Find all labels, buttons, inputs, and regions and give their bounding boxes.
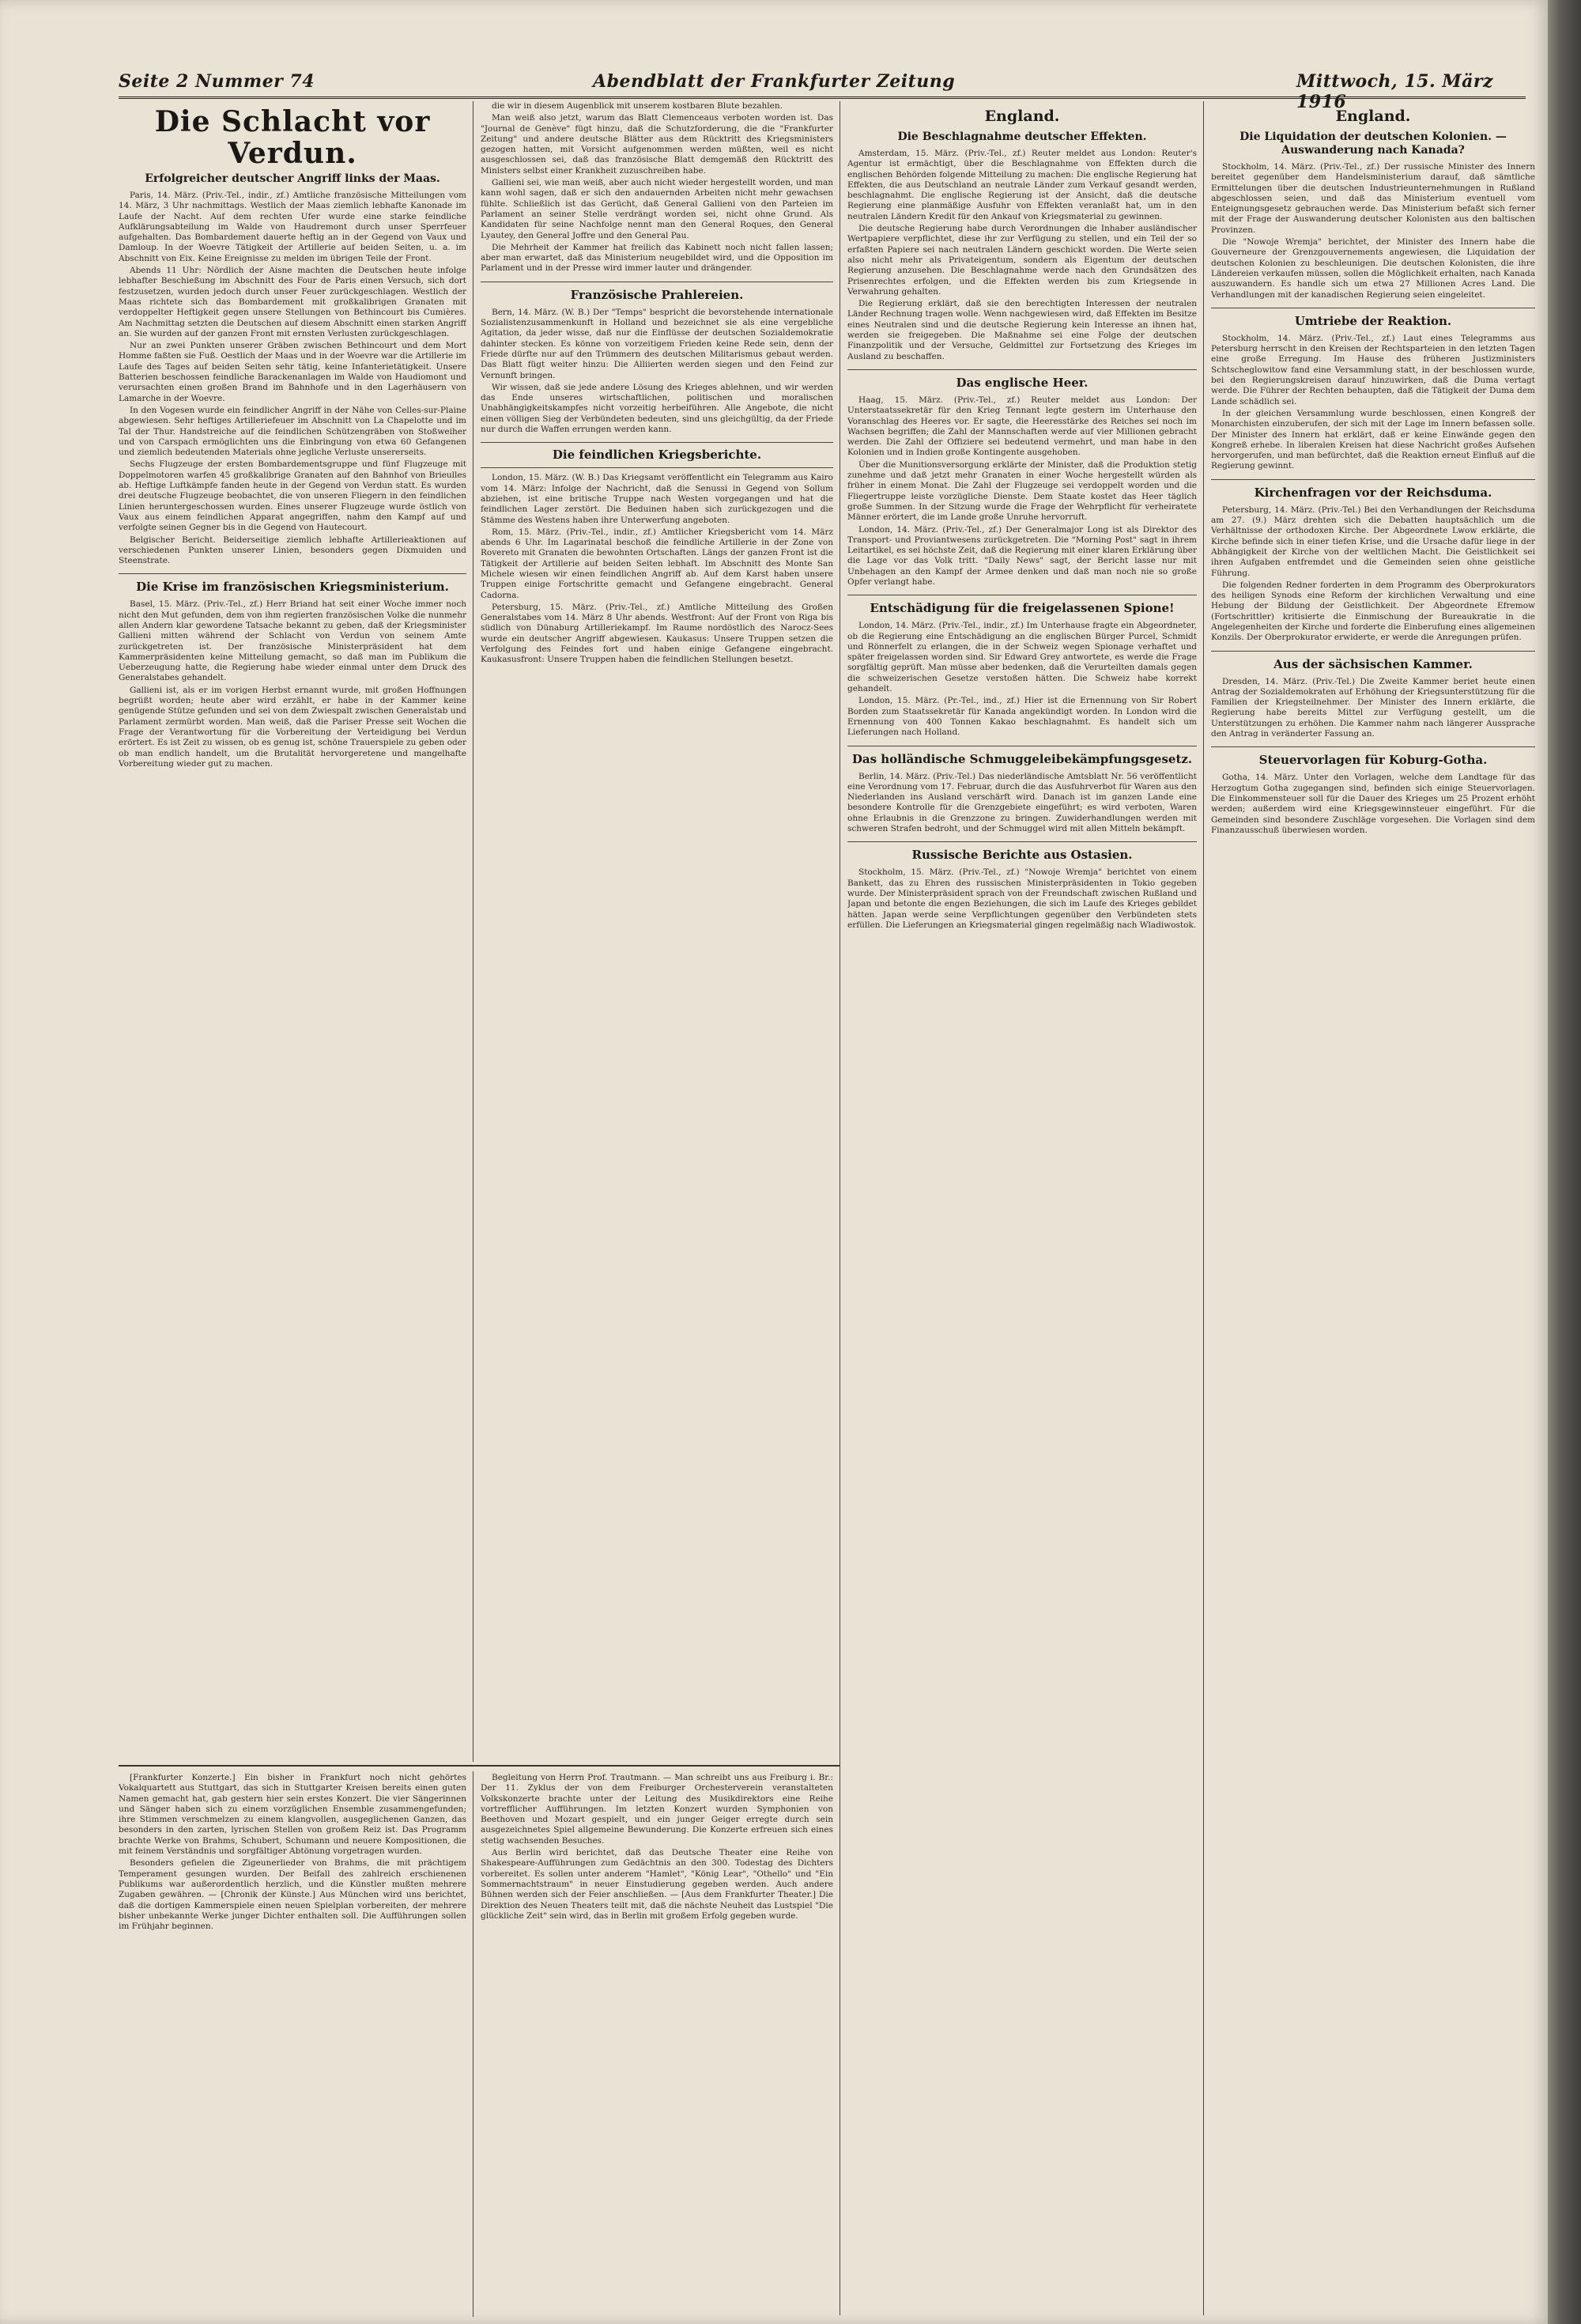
feuilleton-paragraph: [Frankfurter Konzerte.] Ein bisher in Frankfurt noch nicht gehörtes Vokalquartett aus Stuttgart, das sich in Stuttgarter Kreisen bereits einen guten Namen gemacht hat, gab gestern hier sein erstes Konzert. Die vier Sängerinnen und Sänger haben sich zu einem vorzüglichen Ensemble zusammengefunden; ihre Stimmen verschmelzen zu einem klangvollen, ausgeglichenen Ganzen, das besonders in den zarten, lyrischen Stellen von großem Reiz ist. Das Programm brachte Werke von Brahms, Schubert, Schumann und neuere Kompositionen, die mit feinem Verständnis und sorgfältiger Abtönung vorgetragen wurden. [119,1773,466,1857]
article-paragraph: Rom, 15. März. (Priv.-Tel., indir., zf.) Amtlicher Kriegsbericht vom 14. März abends 6 Uhr. Im Lagarinatal beschoß die feindliche Artillerie in der Zone von Rovereto mit Granaten die bewohnten Ortschaften. Längs der ganzen Front ist die Tätigkeit der Artillerie auf beiden Seiten lebhaft. Im Abschnitt des Monte San Michele wiesen wir einen feindlichen Angriff ab. Auf dem Karst haben unsere Truppen einige Fortschritte gemacht und Gefangene eingebracht. General Cadorna. [481,527,833,600]
article-paragraph: Die Mehrheit der Kammer hat freilich das Kabinett noch nicht fallen lassen; aber man erwartet, daß das Ministerium neugebildet wird, und die Opposition im Parlament und in der Presse wird immer lauter und drängender. [481,242,833,274]
article-paragraph: Sechs Flugzeuge der ersten Bombardementsgruppe und fünf Flugzeuge mit Doppelmotoren warfen 45 großkalibrige Granaten auf den Bahnhof von Brieulles ab. Heftige Luftkämpfe fanden heute in der Gegend von Verdun statt. Es wurden drei deutsche Flugzeuge beobachtet, die von unseren Fliegern in den feindlichen Linien heruntergeschossen wurden. Eines unserer Flugzeuge wurde östlich von Vaux aus einem feindlichen Apparat angegriffen, nahm den Kampf auf und verfolgte seinen Gegner bis in die Gegend von Hautecourt. [119,459,466,533]
article-paragraph: Die "Nowoje Wremja" berichtet, der Minister des Innern habe die Gouverneure der Grenzgouvernements angewiesen, die Liquidation der deutschen Kolonien zu beschleunigen. Die deutschen Kolonisten, die ihre Ländereien verkaufen müssen, sollen die Möglichkeit erhalten, nach Kanada auszuwandern. Es handle sich um etwa 27 Millionen Acres Land. Die Verhandlungen mit der kanadischen Regierung seien eingeleitet. [1211,237,1535,300]
article-paragraph: Haag, 15. März. (Priv.-Tel., zf.) Reuter meldet aus London: Der Unterstaatssekretär für den Krieg Tennant legte gestern im Unterhause den Voranschlag des Heeres vor. Er sagte, die Heeresstärke des Reiches sei noch im Wachsen begriffen; die Zahl der Mannschaften werde auf vier Millionen gebracht werden. Die Zahl der Offiziere sei bedeutend vermehrt, und man habe in den Kolonien und in Indien große Kontingente ausgehoben. [847,395,1197,458]
article-paragraph: Belgischer Bericht. Beiderseitige ziemlich lebhafte Artillerieaktionen auf verschiedenen Punkten unserer Linien, besonders gegen Dixmuiden und Steenstrate. [119,535,466,566]
article-paragraph: Bern, 14. März. (W. B.) Der "Temps" bespricht die bevorstehende internationale Sozialistenzusammenkunft in Holland und bezeichnet sie als eine vergebliche Agitation, da jeder wisse, daß nur die Einflüsse der deutschen Sozialdemokratie dahinter stecken. Es könne von vorzeitigem Frieden keine Rede sein, denn der Friede dürfte nur auf den Trümmern des deutschen Militarismus gebaut werden. Das Blatt fügt weiter hinzu: Die Alliierten werden siegen und den Feind zur Vernunft bringen. [481,307,833,380]
headline-kriegsberichte: Die feindlichen Kriegsberichte. [481,442,833,468]
masthead-page-number: Seite 2 Nummer 74 [119,71,315,92]
headline-kriegsministerium: Die Krise im französischen Kriegsministerium. [119,573,466,595]
headline-verdun: Die Schlacht vor Verdun. [154,105,431,170]
headline-schmuggel: Das holländische Schmuggeleibekämpfungsgesetz. [847,746,1197,767]
masthead-date: Mittwoch, 15. März 1916 [1296,71,1493,112]
article-paragraph: Man weiß also jetzt, warum das Blatt Clemenceaus verboten worden ist. Das "Journal de Genève" fügt hinzu, daß die Schutzforderung, die die "Frankfurter Zeitung" und andere deutsche Blätter aus dem Rücktritt des Kriegsministers gezogen hatten, mit Vorsicht aufgenommen werden müßten, weil es nicht ausgeschlossen sei, daß das französische Blatt demgemäß den Rücktritt des Ministers selbst einer Krankheit zuzuschreiben habe. [481,113,833,176]
binding-edge [1548,0,1581,2324]
column-3 [847,101,1197,2315]
article-paragraph: London, 14. März. (Priv.-Tel., indir., zf.) Im Unterhause fragte ein Abgeordneter, ob die Regierung eine Entschädigung an die englischen Bürger Purcel, Schmidt und Rönnerfelt zu erlangen, die in der Schweiz wegen Spionage verhaftet und später freigelassen worden sind. Sir Edward Grey antwortete, es werde die Frage sorgfältig geprüft. Man müsse aber bedenken, daß die Verurteilten damals gegen die schweizerischen Gesetze verstoßen hätten. Die Schweiz habe korrekt gehandelt. [847,621,1197,694]
feuilleton-column-2 [481,1773,833,2318]
subhead-effekten: Die Beschlagnahme deutscher Effekten. [897,130,1147,143]
headline-spione: Entschädigung für die freigelassenen Spione! [847,595,1197,616]
article-paragraph: Gallieni sei, wie man weiß, aber auch nicht wieder hergestellt worden, und man kann wohl sagen, daß er sich den andauernden Arbeiten nicht mehr gewachsen fühlte. Schließlich ist das Gerücht, daß General Gallieni von den Parteien im Parlament an seiner Stelle verdrängt worden sei, nicht ohne Grund. Als Kandidaten für seine Nachfolge nennt man den General Roques, den General Lyautey, den General Joffre und den General Pau. [481,178,833,240]
column-rule [1203,101,1204,2315]
article-paragraph: Petersburg, 15. März. (Priv.-Tel., zf.) Amtliche Mitteilung des Großen Generalstabes vom 14. März 8 Uhr abends. Westfront: Auf der Front von Riga bis südlich von Dünaburg Artilleriekampf. Im Raume nordöstlich des Narocz-Sees wurde ein deutscher Angriff abgewiesen. Kaukasus: Unsere Truppen setzen die Verfolgung des Feindes fort und haben einige Gefangene eingebracht. Kaukasusfront: Unsere Truppen haben die feindlichen Stellungen besetzt. [481,602,833,665]
article-paragraph: Über die Munitionsversorgung erklärte der Minister, daß die Produktion stetig zunehme und daß jetzt mehr Granaten in einer Woche hergestellt würden als früher in einem Monat. Die Zahl der Flugzeuge sei verdoppelt worden und die Fliegertruppe leiste vorzügliche Dienste. Dem Staate kostet das Heer täglich große Summen. In der Sitzung wurde die Frage der Wehrpflicht für verheiratete Männer erörtert, die im Lande große Unruhe hervorruft. [847,459,1197,523]
article-paragraph: Wir wissen, daß sie jede andere Lösung des Krieges ablehnen, und wir werden das Ende unseres wirtschaftlichen, politischen und moralischen Unabhängigkeitskampfes nicht vorzeitig herbeiführen. Alle Angebote, die nicht einen völligen Sieg der Verbündeten bedeuten, sind uns gleichgültig, da der Friede nur durch die Waffen errungen werden kann. [481,382,833,435]
column-4 [1211,101,1535,2315]
column-rule [473,1771,474,2317]
headline-koburg-gotha: Steuervorlagen für Koburg-Gotha. [1211,746,1535,768]
article-paragraph: Stockholm, 14. März. (Priv.-Tel., zf.) Der russische Minister des Innern bereitet gegenüber dem Handelsministerium darauf, daß sämtliche Ermittelungen über die deutschen Industrieunternehmungen in Rußland abgeschlossen seien, und daß das Ministerium eventuell vom Enteignungsgesetz gebrauchen werde. Das Ministerium befaßt sich ferner mit der Frage der Auswanderung deutscher Kolonisten aus den baltischen Provinzen. [1211,162,1535,235]
article-paragraph: Gallieni ist, als er im vorigen Herbst ernannt wurde, mit großen Hoffnungen begrüßt worden; heute aber wird erzählt, er habe in der Kammer keine genügende Stütze gefunden und sei von dem Zwiespalt zwischen Generalstab und Parlament zermürbt worden. Man weiß, daß die Pariser Presse seit Wochen die Frage der Verantwortung für die Vorbereitung der Verteidigung bei Verdun erörtert. Es ist Zeit zu wissen, ob es genug ist, schöne Trauerspiele zu geben oder ob man endlich handelt, um die Brutalität hervorgeretene und mangelhafte Vorbereitung wieder gut zu machen. [119,685,466,769]
article-paragraph: Nur an zwei Punkten unserer Gräben zwischen Bethincourt und dem Mort Homme faßten sie Fuß. Oestlich der Maas und in der Woevre war die Artillerie im Laufe des Tages auf beiden Seiten sehr tätig, keine Infanterietätigkeit. Unsere Batterien beschossen feindliche Barackenanlagen im Walde von Haudiomont und verursachten einen großen Brand im Bahnhofe und in den Lagerhäusern von Lamarche in der Woevre. [119,341,466,403]
feuilleton-paragraph: Begleitung von Herrn Prof. Trautmann. — Man schreibt uns aus Freiburg i. Br.: Der 11. Zyklus der von dem Freiburger Orchesterverein veranstalteten Volkskonzerte brachte unter der Leitung des Musikdirektors eine Reihe vortrefflicher Aufführungen. Im letzten Konzert wurden Symphonien von Beethoven und Mozart gespielt, und ein junger Geiger erregte durch sein ausgezeichnetes Spiel allgemeine Bewunderung. Die Konzerte erfreuen sich eines stetig wachsenden Besuches. [481,1773,833,1846]
article-paragraph: Abends 11 Uhr: Nördlich der Aisne machten die Deutschen heute infolge lebhafter Beschießung im Abschnitt des Four de Paris einen Versuch, sich dort festzusetzen, wurden jedoch durch unser Feuer zurückgeschlagen. Westlich der Maas richtete sich das Bombardement mit großkalibrigen Granaten mit verdoppelter Heftigkeit gegen unsere Stellungen von Bethincourt bis Cumières. Am Nachmittag setzten die Deutschen auf diesem Abschnitt einen starken Angriff an. Sie wurden auf der ganzen Front mit ernsten Verlusten zurückgeschlagen. [119,266,466,338]
headline-ostasien: Russische Berichte aus Ostasien. [847,841,1197,863]
article-paragraph: Gotha, 14. März. Unter den Vorlagen, welche dem Landtage für das Herzogtum Gotha zugegangen sind, befinden sich einige Steuervorlagen. Die Einkommensteuer soll für die Dauer des Krieges um 25 Prozent erhöht werden; außerdem wird eine Kriegsgewinnsteuer eingeführt. Für die Gemeinden sind besondere Zuschläge vorgesehen. Die Vorlagen sind dem Finanzausschuß überwiesen worden. [1211,773,1535,835]
column-rule [473,101,474,1762]
article-paragraph: Berlin, 14. März. (Priv.-Tel.) Das niederländische Amtsblatt Nr. 56 veröffentlicht eine Verordnung vom 17. Februar, durch die das Ausfuhrverbot für Waren aus den Niederlanden ins Ausland verschärft wird. Danach ist im ganzen Lande eine besondere Kontrolle für die Grenzgebiete eingeführt; es wird verboten, Waren ohne Erlaubnis in die Grenzzone zu bringen. Zuwiderhandlungen werden mit schweren Strafen bedroht, und der Schmuggel wird mit allen Mitteln bekämpft. [847,771,1197,834]
masthead-title: Abendblatt der Frankfurter Zeitung [593,71,956,92]
headline-saechsische-kammer: Aus der sächsischen Kammer. [1211,651,1535,672]
subhead-kolonien: Die Liquidation der deutschen Kolonien. — Auswanderung nach Kanada? [1240,130,1507,157]
article-paragraph: London, 15. März. (W. B.) Das Kriegsamt veröffentlicht ein Telegramm aus Kairo vom 14. März: Infolge der Nachricht, daß die Senussi in Gegend von Sollum abziehen, ist eine britische Truppe nach Westen vorgegangen und hat die feindlichen Lager zerstört. Die Beduinen haben sich zurückgezogen und die Stämme des Westens haben ihre Unterwerfung angeboten. [481,473,833,525]
feuilleton-rule [119,1765,840,1767]
article-paragraph: die wir in diesem Augenblick mit unserem kostbaren Blute bezahlen. [492,101,783,111]
article-paragraph: Stockholm, 15. März. (Priv.-Tel., zf.) "Nowoje Wremja" berichtet von einem Bankett, das zu Ehren des russischen Ministerpräsidenten in Tokio gegeben wurde. Der Ministerpräsident sprach von der Freundschaft zwischen Rußland und Japan und betonte die engen Beziehungen, die sich im Laufe des Krieges gebildet hätten. Japan werde seine Verpflichtungen gegenüber den Verbündeten stets erfüllen. Die Lieferungen an Kriegsmaterial gingen regelmäßig nach Wladiwostok. [847,867,1197,930]
headline-england-2: England. [1335,108,1411,125]
article-paragraph: Dresden, 14. März. (Priv.-Tel.) Die Zweite Kammer beriet heute einen Antrag der Sozialdemokraten auf Erhöhung der Kriegsunterstützung für die Familien der Kriegsteilnehmer. Der Minister des Innern erklärte, die Regierung habe bereits Mittel zur Verfügung gestellt, um die Unterstützungen zu erhöhen. Die Kammer nahm nach längerer Aussprache den Antrag in veränderter Fassung an. [1211,676,1535,739]
article-paragraph: In den Vogesen wurde ein feindlicher Angriff in der Nähe von Celles-sur-Plaine abgewiesen. Sehr heftiges Artilleriefeuer im Abschnitt von La Chapelotte und im Tal der Thur. Handstreiche auf die feindlichen Schützengräben von Stoßweiher und von Carspach ermöglichten uns die Einbringung von etwa 60 Gefangenen und ziemlich bedeutenden Materials ohne jegliche Verluste unsererseits. [119,405,466,458]
article-paragraph: Basel, 15. März. (Priv.-Tel., zf.) Herr Briand hat seit einer Woche immer noch nicht den Mut gefunden, dem von ihm regierten französischen Volke die nunmehr allen Andern klar gewordene Tatsache bekannt zu geben, daß der Kriegsminister Gallieni mitten während der Schlacht von Verdun von seinem Amte zurückgetreten ist. Der französische Ministerpräsident hat dem Kammerpräsidenten keine Mitteilung gemacht, so daß man im Publikum die Ueberzeugung hatte, die Regierung habe wieder einmal unter dem Druck des Generalstabes gehandelt. [119,599,466,683]
article-paragraph: London, 15. März. (Pr.-Tel., ind., zf.) Hier ist die Ernennung von Sir Robert Borden zum Staatssekretär für Kanada angekündigt worden. In London wird die Ernennung von 400 Tonnen Kakao beschlagnahmt. Es handelt sich um Lieferungen nach Holland. [847,696,1197,738]
feuilleton-column-1 [119,1773,466,2318]
headline-england: England. [984,108,1060,125]
column-2 [481,101,833,1762]
headline-reaktion: Umtriebe der Reaktion. [1211,308,1535,329]
subhead-verdun: Erfolgreicher deutscher Angriff links der Maas. [145,172,440,185]
article-paragraph: Paris, 14. März. (Priv.-Tel., indir., zf.) Amtliche französische Mitteilungen vom 14. März, 3 Uhr nachmittags. Westlich der Maas ziemlich lebhafte Kanonade im Laufe der Nacht. Auf dem rechten Ufer wurde eine starke feindliche Aufklärungsabteilung im Walde von Haudremont durch unser Sperrfeuer aufgehalten. Das Bombardement dauerte heftig an in der Gegend von Vaux und Damloup. In der Woevre Tätigkeit der Artillerie auf beiden Seiten, u. a. im Abschnitt von Eix. Keine Ereignisse zu melden im übrigen Teile der Front. [119,191,466,263]
feuilleton-paragraph: Besonders gefielen die Zigeunerlieder von Brahms, die mit prächtigem Temperament gesungen wurden. Der Beifall des zahlreich erschienenen Publikums war außerordentlich herzlich, und die Künstler mußten mehrere Zugaben gewähren. — [Chronik der Künste.] Aus München wird uns berichtet, daß die dortigen Kammerspiele einen neuen Spielplan vorbereiten, der mehrere bisher unbekannte Werke junger Dichter enthalten soll. Die Aufführungen sollen im Frühjahr beginnen. [119,1858,466,1932]
article-paragraph: In der gleichen Versammlung wurde beschlossen, einen Kongreß der Monarchisten einzuberufen, der sich mit der Lage im Innern befassen solle. Der Minister des Innern hat erklärt, daß er keine Einwände gegen den Kongreß erhebe. In liberalen Kreisen hat diese Nachricht großes Aufsehen hervorgerufen, und man befürchtet, daß die Reaktion erneut Einfluß auf die Regierung gewinnt. [1211,408,1535,471]
headline-prahlereien: Französische Prahlereien. [481,282,833,303]
headline-heer: Das englische Heer. [847,369,1197,391]
article-paragraph: Stockholm, 14. März. (Priv.-Tel., zf.) Laut eines Telegramms aus Petersburg herrscht in den Kreisen der Rechtsparteien in den letzten Tagen eine große Erregung. Im Hause des früheren Justizministers Schtscheglowitow fand eine Versammlung statt, in der beschlossen wurde, bei den Regierungskreisen darauf hinzuwirken, daß die Duma vertagt werde. Die Führer der Rechten behaupten, daß die Tätigkeit der Duma dem Lande schädlich sei. [1211,333,1535,406]
column-1 [119,101,466,1762]
article-paragraph: Die Regierung erklärt, daß sie den berechtigten Interessen der neutralen Länder Rechnung tragen wolle. Wenn nachgewiesen wird, daß Effekten im Besitze eines Neutralen sind und die deutsche Regierung kein Interesse an ihnen hat, werden sie freigegeben. Die Maßnahme sei eine Folge der deutschen Finanzpolitik und der Versuche, Geldmittel zur Fortsetzung des Krieges im Ausland zu beschaffen. [847,299,1197,361]
article-paragraph: Petersburg, 14. März. (Priv.-Tel.) Bei den Verhandlungen der Reichsduma am 27. (9.) März drehten sich die Debatten hauptsächlich um die Verhältnisse der orthodoxen Kirche. Der Abgeordnete Lwow erklärte, die Kirche befinde sich in einer tiefen Krise, und die Ursache dafür liege in der Abhängigkeit der Kirche von der weltlichen Macht. Die Geistlichkeit sei ihren Aufgaben entfremdet und die Gemeinden seien ohne geistliche Führung. [1211,504,1535,578]
headline-kirchenfragen: Kirchenfragen vor der Reichsduma. [1211,479,1535,501]
feuilleton-paragraph: Aus Berlin wird berichtet, daß das Deutsche Theater eine Reihe von Shakespeare-Aufführungen zum Gedächtnis an den 300. Todestag des Dichters vorbereitet. Es sollen unter anderem "Hamlet", "König Lear", "Othello" und "Ein Sommernachtstraum" in neuer Einstudierung gegeben werden. Auch andere Bühnen werden sich der Feier anschließen. — [Aus dem Frankfurter Theater.] Die Direktion des Neuen Theaters teilt mit, daß die nächste Neuheit das Lustspiel "Die glückliche Zeit" sein wird, das in Berlin mit großem Erfolg gegeben wurde. [481,1848,833,1921]
article-paragraph: London, 14. März. (Priv.-Tel., zf.) Der Generalmajor Long ist als Direktor des Transport- und Proviantwesens zurückgetreten. Die "Morning Post" sagt in ihrem Leitartikel, es sei höchste Zeit, daß die Regierung mit einer klaren Erklärung über die Lage vor das Volk tritt. "Daily News" sagt, der Bericht lasse nur mit Unbehagen an den Kampf der Armee denken und daß man noch nie so große Opfer verlangt habe. [847,524,1197,587]
article-paragraph: Amsterdam, 15. März. (Priv.-Tel., zf.) Reuter meldet aus London: Reuter's Agentur ist ermächtigt, über die Beschlagnahme von Effekten durch die englischen Behörden folgende Mitteilung zu machen: Die englische Regierung hat Effekten, die aus Deutschland an neutrale Länder zum Verkauf gesandt werden, beschlagnahmt. Die englische Regierung ist der Ansicht, daß die deutsche Regierung eine planmäßige Ausfuhr von Effekten veranlaßt hat, um in den neutralen Ländern Kredit für den Ankauf von Kriegsmaterial zu gewinnen. [847,149,1197,221]
article-paragraph: Die deutsche Regierung habe durch Verordnungen die Inhaber ausländischer Wertpapiere verpflichtet, diese ihr zur Verfügung zu stellen, und ein Teil der so erfaßten Papiere sei nach neutralen Ländern geschickt worden. Die Werte seien also nicht mehr als Privateigentum, sondern als Eigentum der deutschen Regierung anzusehen. Die Beschlagnahme werde nach den Grundsätzen des Prisenrechtes erfolgen, und die Effekten werden bis zum Kriegsende in Verwahrung gehalten. [847,224,1197,297]
article-paragraph: Die folgenden Redner forderten in dem Programm des Oberprokurators des heiligen Synods eine Reform der kirchlichen Verwaltung und eine Hebung der Bildung der Geistlichkeit. Der Abgeordnete Efremow (Fortschrittler) kritisierte die Einmischung der Bureaukratie in die Angelegenheiten der Kirche und forderte die Einberufung eines allgemeinen Konzils. Der Oberprokurator erwiderte, er werde die Anregungen prüfen. [1211,580,1535,643]
